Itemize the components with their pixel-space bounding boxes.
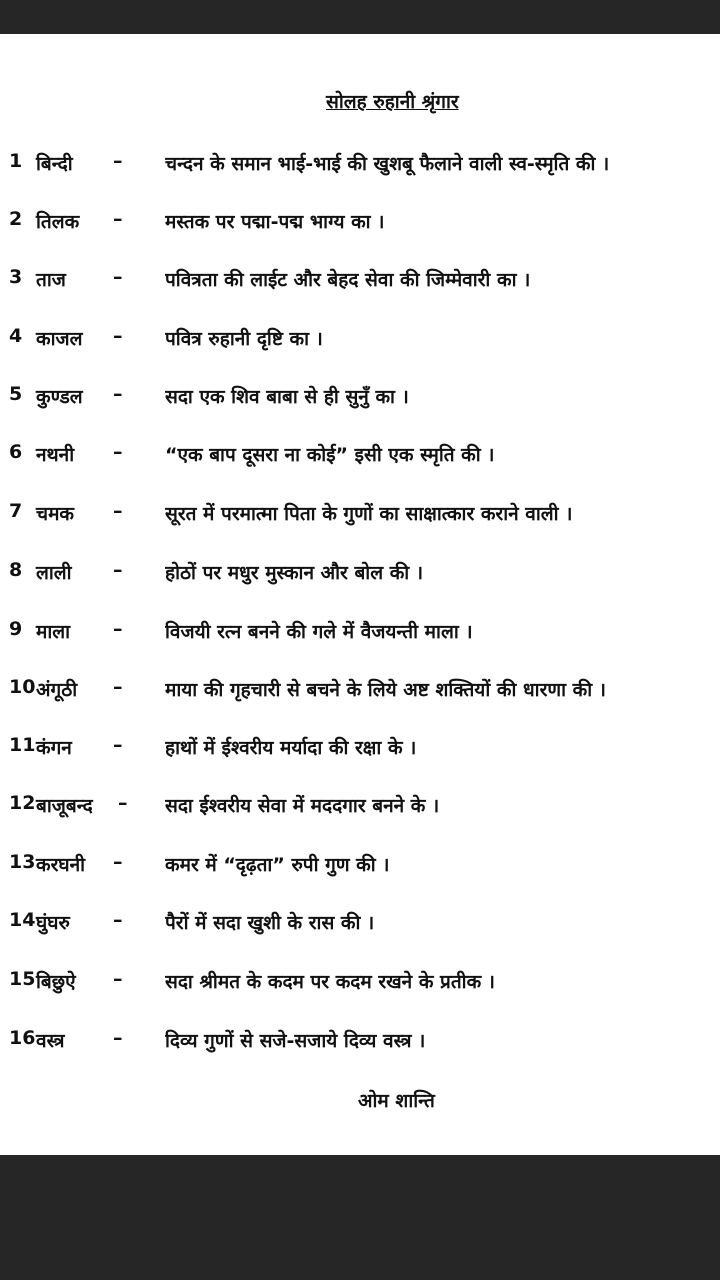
item-dash: – — [118, 792, 128, 814]
item-name: वस्त्र — [36, 1030, 65, 1052]
item-dash: – — [113, 1027, 123, 1049]
item-description: सदा ईश्वरीय सेवा में मददगार बनने के । — [165, 795, 440, 817]
item-description: पैरों में सदा खुशी के रास की । — [165, 912, 375, 934]
item-number: 6 — [9, 441, 23, 463]
list-item — [0, 500, 720, 540]
list-item — [0, 851, 720, 891]
item-description: चन्दन के समान भाई-भाई की खुशबू फैलाने वाली स्व-स्मृति की । — [165, 153, 610, 175]
item-description: “एक बाप दूसरा ना कोई” इसी एक स्मृति की । — [165, 444, 495, 466]
item-name: माला — [36, 621, 71, 643]
document-page — [0, 34, 720, 1155]
item-name: नथनी — [36, 444, 75, 466]
item-number: 2 — [9, 208, 23, 230]
item-dash: – — [113, 325, 123, 347]
item-name: लाली — [36, 562, 72, 584]
top-status-bar — [0, 0, 720, 34]
list-item — [0, 266, 720, 306]
item-dash: – — [113, 851, 123, 873]
item-number: 14 — [9, 909, 36, 931]
item-number: 15 — [9, 968, 36, 990]
bottom-navigation-bar — [0, 1155, 720, 1280]
item-description: माया की गृहचारी से बचने के लिये अष्ट शक्तियों की धारणा की । — [165, 679, 606, 701]
item-dash: – — [113, 676, 123, 698]
item-name: कुण्डल — [36, 386, 83, 408]
list-item — [0, 734, 720, 774]
item-description: मस्तक पर पद्मा-पद्म भाग्य का । — [165, 211, 385, 233]
item-description: सदा एक शिव बाबा से ही सुनुँ का । — [165, 386, 409, 408]
item-description: हाथों में ईश्वरीय मर्यादा की रक्षा के । — [165, 737, 417, 759]
item-name: करघनी — [36, 854, 86, 876]
item-name: तिलक — [36, 211, 80, 233]
item-name: बिन्दी — [36, 153, 73, 175]
list-item — [0, 1027, 720, 1067]
item-number: 13 — [9, 851, 36, 873]
item-number: 16 — [9, 1027, 36, 1049]
item-name: घुंघरु — [36, 912, 70, 934]
list-item — [0, 968, 720, 1008]
list-item — [0, 325, 720, 365]
item-dash: – — [113, 500, 123, 522]
item-name: बाजूबन्द — [36, 795, 93, 817]
item-number: 12 — [9, 792, 36, 814]
item-description: होठों पर मधुर मुस्कान और बोल की । — [165, 562, 424, 584]
item-dash: – — [113, 618, 123, 640]
list-item — [0, 618, 720, 658]
list-item — [0, 792, 720, 832]
item-description: कमर में “दृढ़ता” रुपी गुण की । — [165, 854, 390, 876]
item-description: पवित्रता की लाईट और बेहद सेवा की जिम्मेवारी का । — [165, 269, 531, 291]
item-dash: – — [113, 383, 123, 405]
item-number: 7 — [9, 500, 23, 522]
list-item — [0, 909, 720, 949]
item-dash: – — [113, 150, 123, 172]
item-dash: – — [113, 909, 123, 931]
item-dash: – — [113, 559, 123, 581]
item-number: 1 — [9, 150, 23, 172]
item-name: बिछुऐ — [36, 971, 76, 993]
item-dash: – — [113, 734, 123, 756]
list-item — [0, 208, 720, 248]
item-number: 4 — [9, 325, 23, 347]
item-number: 10 — [9, 676, 36, 698]
list-item — [0, 383, 720, 423]
item-name: अंगूठी — [36, 679, 78, 701]
item-description: सदा श्रीमत के कदम पर कदम रखने के प्रतीक । — [165, 971, 495, 993]
item-name: कंगन — [36, 737, 72, 759]
item-number: 9 — [9, 618, 23, 640]
item-number: 3 — [9, 266, 23, 288]
item-number: 11 — [9, 734, 36, 756]
item-name: चमक — [36, 503, 75, 525]
list-item — [0, 150, 720, 190]
item-dash: – — [113, 208, 123, 230]
item-name: काजल — [36, 328, 83, 350]
item-description: सूरत में परमात्मा पिता के गुणों का साक्षात्कार कराने वाली । — [165, 503, 573, 525]
item-dash: – — [113, 968, 123, 990]
item-description: विजयी रत्न बनने की गले में वैजयन्ती माला । — [165, 621, 473, 643]
signoff-text: ओम शान्ति — [358, 1090, 435, 1112]
item-description: दिव्य गुणों से सजे-सजाये दिव्य वस्त्र । — [165, 1030, 426, 1052]
list-item — [0, 441, 720, 481]
item-dash: – — [113, 266, 123, 288]
page-title: सोलह रुहानी श्रृंगार — [326, 91, 459, 113]
item-number: 5 — [9, 383, 23, 405]
list-item — [0, 676, 720, 716]
item-name: ताज — [36, 269, 66, 291]
item-description: पवित्र रुहानी दृष्टि का । — [165, 328, 323, 350]
list-item — [0, 559, 720, 599]
item-dash: – — [113, 441, 123, 463]
item-number: 8 — [9, 559, 23, 581]
